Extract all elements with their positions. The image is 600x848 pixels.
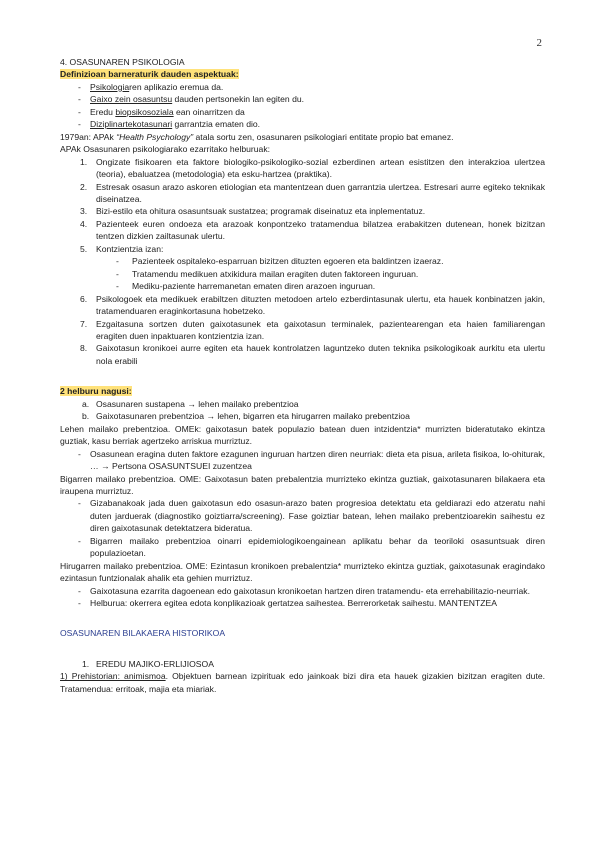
list-item: - Diziplinartekotasunari garrantzia ematen dio. <box>60 118 545 130</box>
list-item: b. Gaixotasunaren prebentzioa → lehen, bigarren eta hirugarren mailako prebentzioa <box>82 411 410 422</box>
list-item: - Pazienteek ospitaleko-esparruan bizitzen dituzten egoeren eta baldintzen izaeraz. <box>60 255 545 267</box>
main-goals-list <box>60 398 545 423</box>
list-item: - Psikologiaren aplikazio eremua da. <box>60 81 545 93</box>
page-content <box>60 56 545 695</box>
list-item: - Gaixo zein osasuntsu dauden pertsonekin lan egiten du. <box>60 93 545 105</box>
definition-heading: Definizioan barneraturik dauden aspektuak: <box>60 69 239 80</box>
list-item: - Eredu biopsikosoziala ean oinarritzen da <box>60 106 545 118</box>
tertiary-prevention-list <box>60 585 545 610</box>
secondary-prevention-paragraph: Bigarren mailako prebentzioa. OME: Gaixotasun baten prebalentzia murrizteko ekintza guztiak, gaixotasunaren bilakaera eta iraupena murriztuz. <box>60 473 545 496</box>
goals-list-continued <box>60 293 545 368</box>
list-item: 2. Estresak osasun arazo askoren etiologian eta mantentzean duen garrantzia ulertzea. Estresari aurre egiteko teknikak diseinatzea. <box>80 181 545 204</box>
page-number: 2 <box>536 37 542 49</box>
list-item: - Gizabanakoak jada duen gaixotasun edo osasun-arazo baten progresioa detektatu eta geldiarazi edo atzeratu nahi duten jarduerak (diagnostiko goiztiarra/screening). Fase goiztiar batean, lehen mailako prebentzioarekin saihestu ez diren gaixotasunak detektatzera bideratua. <box>60 497 545 534</box>
list-item: 4. Pazienteek euren ondoeza eta arazoak konpontzeko tratamendua bilatzea erabakitzen dutenean, honek bizitzan tentzen dizkien zailtasunak ulertu. <box>80 218 545 242</box>
goals-intro: APAk Osasunaren psikologiarako ezarritako helburuak: <box>60 144 271 155</box>
apa-line: 1979an: APAk “Health Psychology” atala sortu zen, osasunaren psikologiari entitate propio bat emanez. <box>60 131 454 142</box>
section-title: 4. OSASUNAREN PSIKOLOGIA <box>60 57 185 67</box>
secondary-prevention-list <box>60 497 545 559</box>
list-item: - Helburua: okerrera egitea edota konplikazioak gertatzea saihestea. Berrerorketak saihestu. MANTENTZEA <box>60 597 545 609</box>
model-heading-list <box>60 658 545 670</box>
list-item: 3. Bizi-estilo eta ohitura osasuntsuak sustatzea; programak diseinatuz eta inplementatuz. <box>80 206 426 217</box>
goals-list <box>60 156 545 256</box>
list-item: - Gaixotasuna ezarrita dagoenean edo gaixotasun kronikoetan hartzen diren tratamendu- eta errehabilitazio-neurriak. <box>60 585 545 597</box>
list-item: - Osasunean eragina duten faktore ezagunen inguruan hartzen diren neurriak: dieta eta pisua, arileta fisikoa, lo-ohiturak, … → Pertsona OSASUNTSUEI zuzentzea <box>60 448 545 473</box>
history-heading: OSASUNAREN BILAKAERA HISTORIKOA <box>60 628 226 639</box>
list-item: - Tratamendu medikuen atxikidura mailan eragiten duten faktoreen inguruan. <box>60 268 545 280</box>
definition-list <box>60 81 545 131</box>
primary-prevention-paragraph: Lehen mailako prebentzioa. OMEk: gaixotasun batek populazio batean duen intzidentzia* murrizten bideratutako ekintza guztiak, kasu berriak agertzeko arriskua murriztuz. <box>60 423 545 447</box>
list-item: 8. Gaixotasun kronikoei aurre egiten eta hauek kontrolatzen laguntzeko duten teknika psikologikoak aurkitu eta ulertu nola erabili <box>80 343 545 366</box>
list-item: 1. Ongizate fisikoaren eta faktore biologiko-psikologiko-sozial ezberdinen artean esistitzen den interakzioa ulertzea (teoria), ebaluatzea (metodologia) eta esku-hartzea (praktika). <box>80 156 545 180</box>
list-item: 7. Ezgaitasuna sortzen duten gaixotasunek eta gaixotasun terminalek, pazientearengan eta haien familiarengan eragiten duen inpaktuaren kontzientzia izan. <box>80 318 545 341</box>
model-heading: 1. EREDU MAJIKO-ERLIJIOSOA <box>82 658 214 669</box>
goal5-sublist <box>60 255 545 292</box>
list-item: 6. Psikologoek eta medikuek erabiltzen dituzten metodoen artelo ezberdintasunak ulertu, eta hauek konbinatzen jakin, tratamenduaren eraginkortasuna hobetzeko. <box>80 293 545 317</box>
tertiary-prevention-paragraph: Hirugarren mailako prebentzioa. OME: Ezintasun kronikoen prebalentzia* murrizteko ekintza guztiak, gaixotasunak eragindako ezintasun funtzionalak ahalik eta gehien murriztuz. <box>60 560 545 584</box>
main-goals-heading: 2 helburu nagusi: <box>60 386 132 397</box>
list-item: - Mediku-paziente harremanetan ematen diren arazoen inguruan. <box>60 280 545 292</box>
list-item: - Bigarren mailako prebentzioa oinarri epidemiologikoengainean aplikatu behar da teoriloki osasuntsuak diren populazioetan. <box>60 535 545 560</box>
prehistory-paragraph: 1) Prehistorian: animismoa. Objektuen barnean izpirituak edo jainkoak bizi dira eta hauek gizakien bizitzan eragiten dute. Tratamendua: erritoak, majia eta miariak. <box>60 671 545 694</box>
list-item: a. Osasunaren sustapena → lehen mailako prebentzioa <box>82 398 299 409</box>
list-item: 5. Kontzientzia izan: <box>80 243 164 254</box>
primary-prevention-list <box>60 448 545 473</box>
